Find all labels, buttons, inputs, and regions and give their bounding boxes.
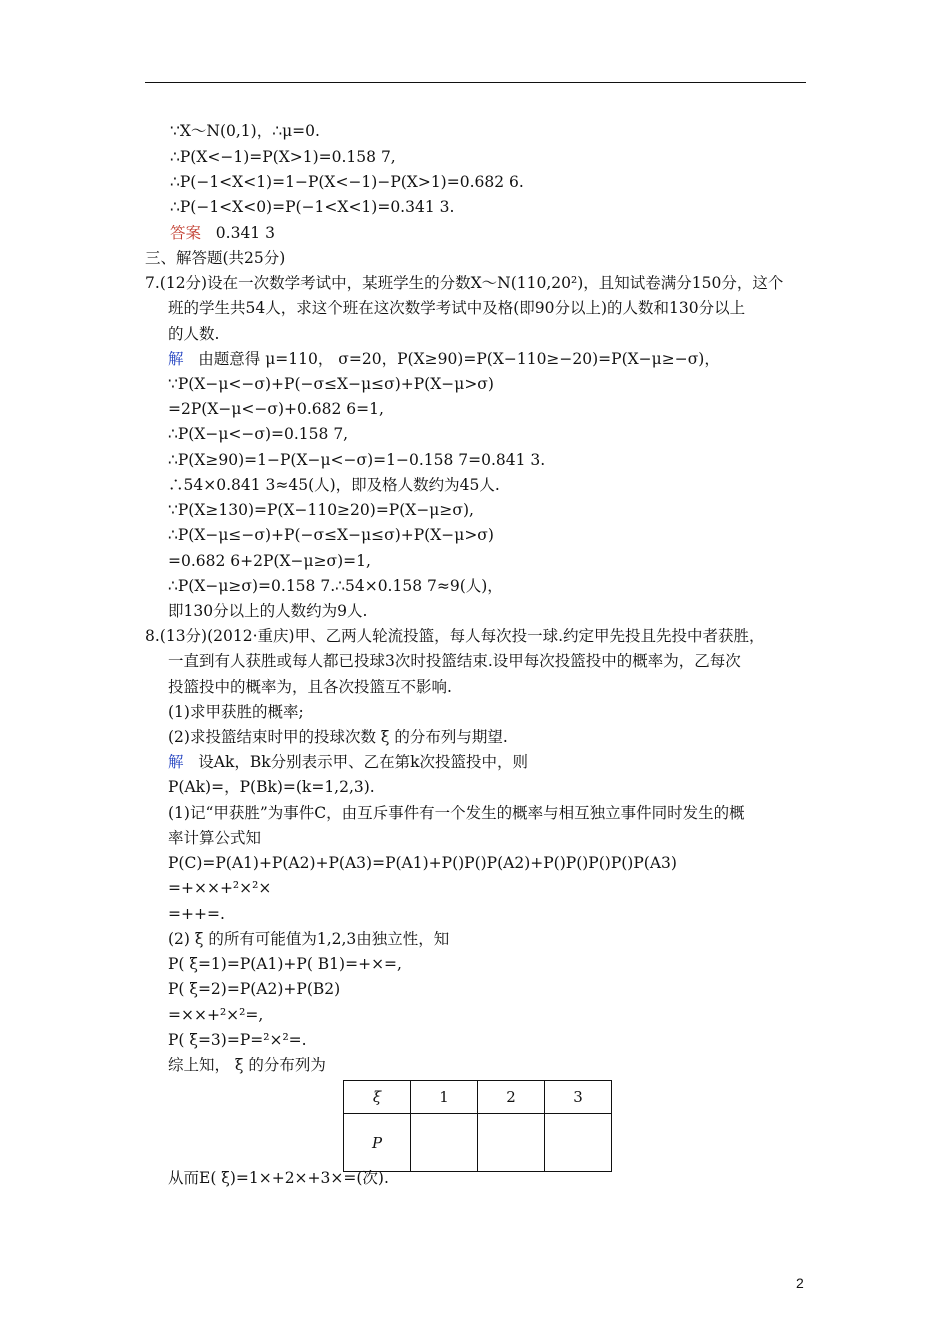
- text-line: 综上知， ξ 的分布列为: [168, 1056, 326, 1074]
- text-line: ∴P(−1<X<1)=1−P(X<−1)−P(X>1)=0.682 6.: [170, 173, 524, 191]
- text-line: ∴54×0.841 3≈45(人)，即及格人数约为45人.: [168, 476, 500, 494]
- text-line: ∵P(X−μ<−σ)+P(−σ≤X−μ≤σ)+P(X−μ>σ): [168, 375, 494, 393]
- solution-label: 解: [168, 350, 184, 368]
- answer-line: [170, 223, 275, 243]
- table-cell: [478, 1114, 545, 1172]
- text-line: =0.682 6+2P(X−μ≥σ)=1,: [168, 552, 371, 570]
- text-line: ∴P(−1<X<0)=P(−1<X<1)=0.341 3.: [170, 198, 455, 216]
- text-line: ∴P(X<−1)=P(X>1)=0.158 7,: [170, 148, 396, 166]
- problem-7-line: 7.(12分)设在一次数学考试中，某班学生的分数X～N(110,20²)，且知试卷满分150分，这个: [145, 274, 784, 292]
- header-rule: [145, 82, 806, 83]
- problem-8-line: 投篮投中的概率为，且各次投篮互不影响.: [168, 678, 452, 696]
- solution-7-first-line: 解 由题意得 μ=110， σ=20，P(X≥90)=P(X−110≥−20)=P(X−μ≥−σ)，: [168, 350, 720, 368]
- problem-8-line: 8.(13分)(2012·重庆)甲、乙两人轮流投篮，每人每次投一球.约定甲先投且先投中者获胜，: [145, 627, 765, 645]
- problem-7-line: 的人数.: [168, 325, 220, 343]
- page-number: 2: [796, 1275, 804, 1291]
- text-line: P( ξ=2)=P(A2)+P(B2): [168, 980, 341, 998]
- section-heading: 三、解答题(共25分): [145, 249, 286, 267]
- text-line: 即130分以上的人数约为9人.: [168, 602, 368, 620]
- text-line: P( ξ=1)=P(A1)+P( B1)=+×=,: [168, 955, 402, 973]
- text-line: (2) ξ 的所有可能值为1,2,3由独立性，知: [168, 930, 450, 948]
- table-cell: [545, 1114, 612, 1172]
- solution-8-first-line: 解 设Ak，Bk分别表示甲、乙在第k次投篮投中，则: [168, 753, 529, 771]
- text-line: P(Ak)=，P(Bk)=(k=1,2,3).: [168, 778, 375, 796]
- text-line: (1)记“甲获胜”为事件C，由互斥事件有一个发生的概率与相互独立事件同时发生的概: [168, 804, 745, 822]
- text-line: =2P(X−μ<−σ)+0.682 6=1,: [168, 400, 384, 418]
- text-line: =++=.: [168, 905, 225, 923]
- text-line: ∴P(X≥90)=1−P(X−μ<−σ)=1−0.158 7=0.841 3.: [168, 451, 546, 469]
- table-header-row: [344, 1081, 612, 1114]
- text-line: 从而E( ξ)=1×+2×+3×=(次).: [168, 1169, 389, 1187]
- table-cell: ξ: [344, 1081, 411, 1114]
- text-line: P(C)=P(A1)+P(A2)+P(A3)=P(A1)+P()P()P(A2)+P()P()P()P()P(A3): [168, 854, 677, 872]
- text-line: P( ξ=3)=P=²×²=.: [168, 1031, 307, 1049]
- text-line: ∴P(X−μ≤−σ)+P(−σ≤X−μ≤σ)+P(X−μ>σ): [168, 526, 494, 544]
- problem-7-line: 班的学生共54人，求这个班在这次数学考试中及格(即90分以上)的人数和130分以上: [168, 299, 746, 317]
- text-line: ∴P(X−μ≥σ)=0.158 7.∴54×0.158 7≈9(人)，: [168, 577, 503, 595]
- table-cell: [411, 1114, 478, 1172]
- problem-8-line: (2)求投篮结束时甲的投球次数 ξ 的分布列与期望.: [168, 728, 508, 746]
- table-cell: 3: [545, 1081, 612, 1114]
- table-cell: 2: [478, 1081, 545, 1114]
- table-cell: P: [344, 1114, 411, 1172]
- text-line: =+××+²×²×: [168, 879, 272, 897]
- answer-label: 答案: [170, 224, 202, 242]
- problem-8-line: (1)求甲获胜的概率;: [168, 703, 304, 721]
- solution-label: 解: [168, 753, 184, 771]
- table-row: [344, 1114, 612, 1172]
- text-line: 率计算公式知: [168, 829, 262, 847]
- text-line: ∵P(X≥130)=P(X−110≥20)=P(X−μ≥σ),: [168, 501, 474, 519]
- table-cell: 1: [411, 1081, 478, 1114]
- text-line: =××+²×²=,: [168, 1006, 264, 1024]
- answer-value: 0.341 3: [215, 224, 275, 242]
- text-line: ∵X～N(0,1)，∴μ=0.: [170, 122, 320, 140]
- text-line: ∴P(X−μ<−σ)=0.158 7,: [168, 425, 349, 443]
- distribution-table: [343, 1080, 612, 1172]
- problem-8-line: 一直到有人获胜或每人都已投球3次时投篮结束.设甲每次投篮投中的概率为，乙每次: [168, 652, 741, 670]
